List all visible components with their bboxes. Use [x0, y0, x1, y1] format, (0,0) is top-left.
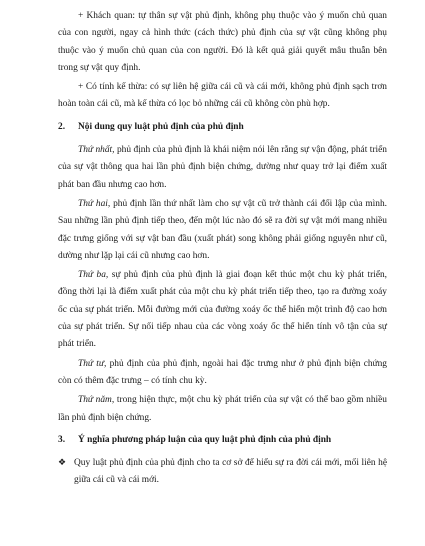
paragraph-fourth: [58, 356, 387, 391]
section-title-2: Nội dung quy luật phủ định của phủ định: [78, 121, 244, 132]
section-number-2: 2.: [58, 121, 66, 132]
paragraph-first-lead: Thứ nhất,: [78, 145, 115, 156]
paragraph-first-text: phủ định của phủ định là khái niệm nói lên rằng sự vận động, phát triển của sự vật thông qua hai lần phủ định biện chứng, dường như quay trở lại điểm xuất phát ban đầu nhưng cao hơn.: [58, 145, 387, 190]
paragraph-fifth-lead: Thứ năm,: [78, 395, 115, 406]
section-title-3: Ý nghĩa phương pháp luận của quy luật phủ định của phủ định: [78, 434, 332, 445]
paragraph-second-text: phủ định lần thứ nhất làm cho sự vật cũ trở thành cái đối lập của mình. Sau những lần phủ định tiếp theo, đến một lúc nào đó sẽ ra đời sự vật mới mang nhiều đặc trưng giống với sự vật ban đầu (xuất phát) song không phải giống nguyên như cũ, dường như lặp lại cái cũ nhưng cao hơn.: [58, 198, 387, 261]
paragraph-third-text: sự phủ định của phủ định là giai đoạn kết thúc một chu kỳ phát triển, đồng thời lại là điểm xuất phát của một chu kỳ phát triển tiếp theo, tạo ra đường xoáy ốc của sự phát triển. Mỗi đường mới của đường xoáy ốc thể hiển một trình độ cao hơn của sự phát triển. Sự nối tiếp nhau của các vòng xoáy ốc thể hiển tính vô tận của sự phát triển.: [58, 270, 388, 350]
four-diamond-bullet-icon: ❖: [58, 458, 67, 469]
section-heading-2: [58, 119, 387, 136]
section-number-3: 3.: [58, 434, 66, 445]
bullet-item-text: Quy luật phủ định của phủ định cho ta cơ sở để hiểu sự ra đời cái mới, mối liên hệ giữa cái cũ và cái mới.: [74, 458, 387, 486]
paragraph-first: [58, 142, 387, 194]
section-heading-3: [58, 432, 387, 449]
paragraph-third: [58, 267, 387, 353]
bullet-item: [58, 455, 387, 490]
paragraph-third-lead: Thứ ba,: [78, 270, 109, 281]
paragraph-fourth-text: phủ định của phủ định, ngoài hai đặc trưng như ở phủ định biện chứng còn có thêm đặc trưng – có tính chu kỳ.: [58, 358, 387, 386]
paragraph-fourth-lead: Thứ tư,: [78, 358, 107, 369]
paragraph-objective: + Khách quan: tự thân sự vật phủ định, không phụ thuộc vào ý muốn chủ quan của con người, ngay cả hình thức (cách thức) phủ định của sự vật cũng không phụ thuộc vào ý muốn chủ quan của con người. Đó là kết quả giải quyết mâu thuẫn bên trong sự vật quy định.: [58, 11, 387, 73]
paragraph-fifth: [58, 392, 387, 427]
paragraph-second-lead: Thứ hai,: [78, 198, 111, 209]
paragraph-fifth-text: trong hiện thực, một chu kỳ phát triển của sự vật có thể bao gồm nhiều lần phủ định biện chứng.: [58, 395, 387, 423]
paragraph-second: [58, 196, 387, 265]
paragraph-inheritance: + Có tính kế thừa: có sự liên hệ giữa cái cũ và cái mới, không phủ định sạch trơn hoàn toàn cái cũ, mà kế thừa có lọc bỏ những cái cũ không còn phù hợp.: [58, 82, 387, 110]
